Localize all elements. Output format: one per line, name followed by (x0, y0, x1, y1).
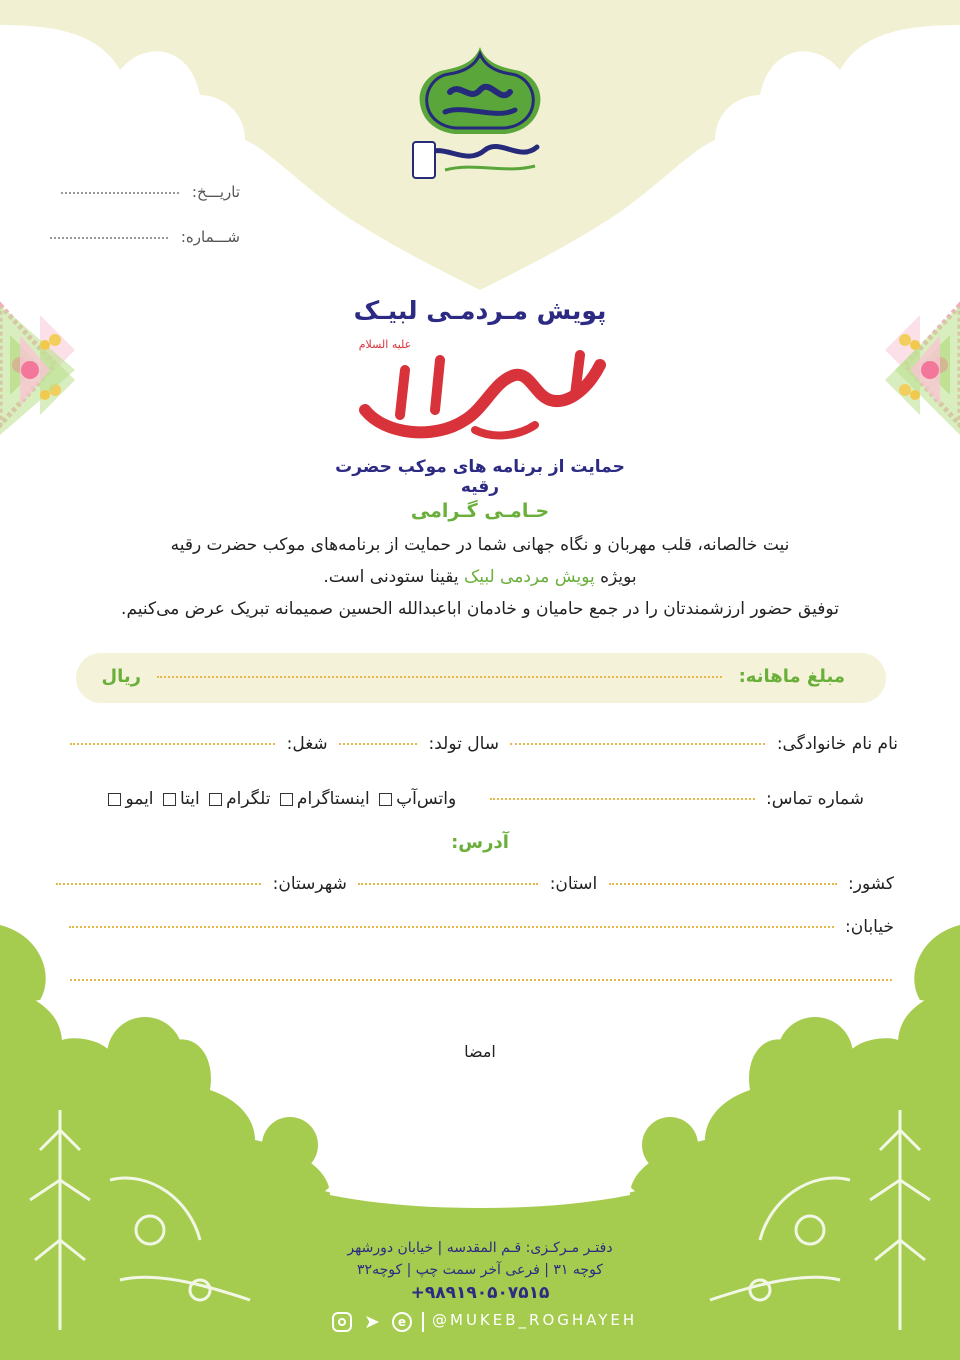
calligraphy-block (345, 340, 615, 450)
messenger-telegram-checkbox[interactable] (209, 793, 222, 806)
left-side-motif (0, 305, 75, 435)
personal-info-row (64, 734, 898, 754)
letter-line-1: نیت خالصانه، قلب مهربان و نگاه جهانی شما در حمایت از برنامه‌های موکب حضرت رقیه (170, 535, 790, 555)
eitaa-icon[interactable]: e (392, 1312, 412, 1332)
monthly-amount-label: مبلغ ماهانه: (738, 666, 845, 687)
birth-year-label: سال تولد: (428, 734, 500, 754)
campaign-subtitle: حمایت از برنامه های موکب حضرت رقیه (335, 457, 625, 497)
contact-row (104, 789, 864, 809)
messenger-eitaa-checkbox[interactable] (163, 793, 176, 806)
social-divider (422, 1312, 424, 1332)
messenger-imo: ایمو (125, 789, 154, 809)
messenger-imo-checkbox[interactable] (108, 793, 121, 806)
full-name-input-line[interactable] (510, 743, 765, 745)
job-label: شغل: (286, 734, 328, 754)
instagram-icon[interactable] (332, 1312, 352, 1332)
date-field[interactable] (61, 183, 240, 201)
letter-line-2 (100, 567, 860, 587)
number-input-line[interactable] (50, 237, 168, 239)
social-bar (330, 1310, 650, 1336)
province-label: استان: (549, 874, 598, 894)
right-side-motif (895, 305, 960, 435)
phone-input-line[interactable] (490, 798, 755, 800)
mokeb-logo (405, 42, 555, 187)
date-input-line[interactable] (61, 192, 179, 194)
messenger-instagram-checkbox[interactable] (280, 793, 293, 806)
calligraphy-art (345, 340, 615, 450)
messenger-telegram: تلگرام (226, 789, 271, 809)
street-row (63, 917, 894, 937)
telegram-icon[interactable]: ➤ (364, 1311, 380, 1333)
currency-label: ریال (101, 666, 142, 687)
country-label: کشور: (848, 874, 894, 894)
monthly-amount-field[interactable] (102, 666, 845, 687)
campaign-title: پویش مـردمـی لبیـک (353, 296, 607, 325)
letter-greeting: حـامـی گـرامی (410, 500, 550, 522)
monthly-amount-input-line[interactable] (157, 676, 722, 678)
messenger-instagram: اینستاگرام (296, 789, 370, 809)
office-address-line-2: کوچه ۳۱ | فرعی آخر سمت چپ | کوچه۳۲ (357, 1262, 603, 1278)
social-handle[interactable]: @MUKEB_ROGHAYEH (432, 1311, 638, 1329)
province-input-line[interactable] (358, 883, 538, 885)
messenger-eitaa: ایتا (179, 789, 200, 809)
date-label: تاریـــخ: (191, 183, 240, 201)
messenger-whatsapp-checkbox[interactable] (379, 793, 392, 806)
letter-line-2-highlight: پویش مردمی لبیک (464, 567, 595, 587)
address-extra-input-line[interactable] (70, 979, 892, 981)
phone-label: شماره تماس: (766, 789, 864, 809)
address-heading: آدرس: (451, 832, 509, 853)
letter-line-2-prefix: بویژه (600, 567, 637, 587)
honorific-text: علیه السلام (358, 338, 412, 351)
full-name-label: نام نام خانوادگی: (776, 734, 898, 754)
number-label: شـــماره: (180, 228, 240, 246)
signature-label: امضا (464, 1042, 496, 1061)
footer-phone[interactable]: +۹۸۹۱۹۰۵۰۷۵۱۵ (410, 1283, 550, 1303)
city-input-line[interactable] (56, 883, 261, 885)
address-region-row (50, 874, 894, 894)
office-address-line-1: دفتـر مـرکـزی: قـم المقدسه | خیابان دورشهر (347, 1240, 613, 1256)
street-input-line[interactable] (69, 926, 834, 928)
country-input-line[interactable] (609, 883, 837, 885)
address-extra-line[interactable] (70, 969, 892, 988)
city-label: شهرستان: (272, 874, 347, 894)
number-field[interactable] (50, 228, 240, 246)
messenger-whatsapp: واتس‌آپ (396, 789, 457, 809)
letter-line-2-suffix: یقینا ستودنی است. (323, 567, 459, 587)
street-label: خیابان: (845, 917, 894, 937)
job-input-line[interactable] (70, 743, 275, 745)
letter-line-3: توفیق حضور ارزشمندتان را در جمع حامیان و خادمان اباعبدالله الحسین صمیمانه تبریک عرض می‌کنیم. (121, 599, 839, 619)
birth-year-input-line[interactable] (339, 743, 417, 745)
